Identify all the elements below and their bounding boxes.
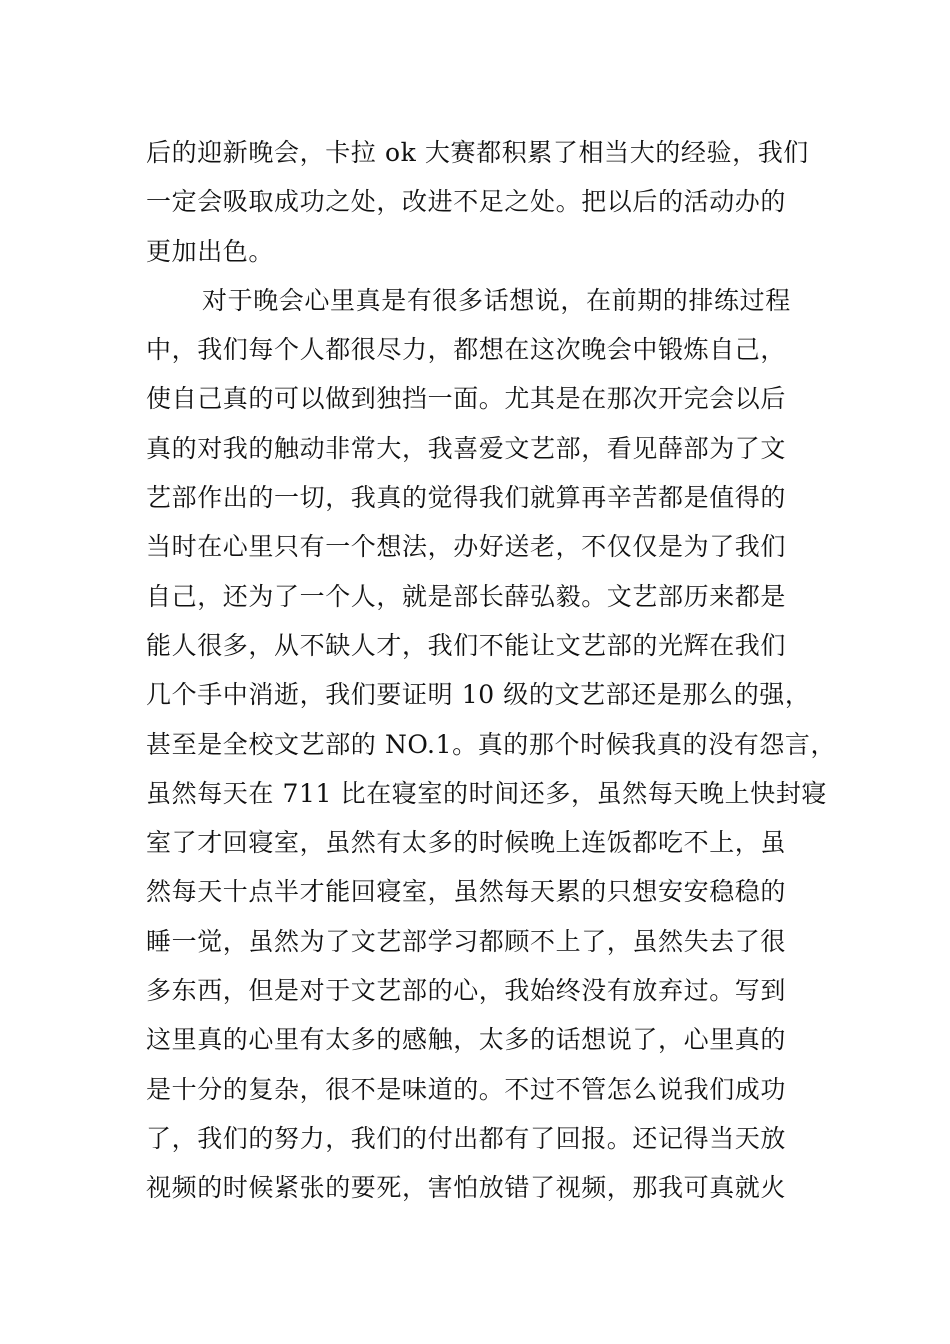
text-line: 这里真的心里有太多的感触，太多的话想说了，心里真的 (146, 1025, 787, 1055)
text-line: 当时在心里只有一个想法，办好送老，不仅仅是为了我们 (146, 532, 787, 562)
paragraph-2 (146, 276, 836, 1311)
text-line: 多东西，但是对于文艺部的心，我始终没有放弃过。写到 (146, 976, 787, 1006)
body-text (146, 128, 836, 1311)
text-line: 一定会吸取成功之处，改进不足之处。把以后的活动办的 (146, 187, 787, 217)
text-line: 虽然每天在 711 比在寝室的时间还多，虽然每天晚上快封寝 (146, 778, 828, 808)
text-line: 真的对我的触动非常大，我喜爱文艺部，看见薛部为了文 (146, 433, 787, 463)
text-line: 了，我们的努力，我们的付出都有了回报。还记得当天放 (146, 1123, 787, 1153)
text-line: 对于晚会心里真是有很多话想说，在前期的排练过程 (202, 285, 791, 315)
text-line: 自己，还为了一个人，就是部长薛弘毅。文艺部历来都是 (146, 581, 787, 611)
text-line: 视频的时候紧张的要死，害怕放错了视频，那我可真就火 (146, 1173, 787, 1203)
text-line: 使自己真的可以做到独挡一面。尤其是在那次开完会以后 (146, 384, 787, 414)
text-line: 艺部作出的一切，我真的觉得我们就算再辛苦都是值得的 (146, 483, 787, 513)
text-line: 能人很多，从不缺人才，我们不能让文艺部的光辉在我们 (146, 630, 787, 660)
text-line (146, 1262, 836, 1311)
text-line: 是十分的复杂，很不是味道的。不过不管怎么说我们成功 (146, 1074, 787, 1104)
text-line: 睡一觉，虽然为了文艺部学习都顾不上了，虽然失去了很 (146, 926, 787, 956)
text-line: 几个手中消逝，我们要证明 10 级的文艺部还是那么的强， (146, 680, 811, 710)
text-line: 后的迎新晚会，卡拉 ok 大赛都积累了相当大的经验，我们 (146, 138, 809, 167)
text-line: 室了才回寝室，虽然有太多的时候晚上连饭都吃不上，虽 (146, 828, 787, 858)
text-line (146, 1213, 836, 1262)
text-line: 更加出色。 (146, 236, 275, 266)
paragraph-1 (146, 128, 836, 276)
text-line: 甚至是全校文艺部的 NO.1。真的那个时候我真的没有怨言， (146, 729, 837, 759)
text-line: 中，我们每个人都很尽力，都想在这次晚会中锻炼自己， (146, 335, 787, 365)
text-line: 然每天十点半才能回寝室，虽然每天累的只想安安稳稳的 (146, 877, 787, 907)
